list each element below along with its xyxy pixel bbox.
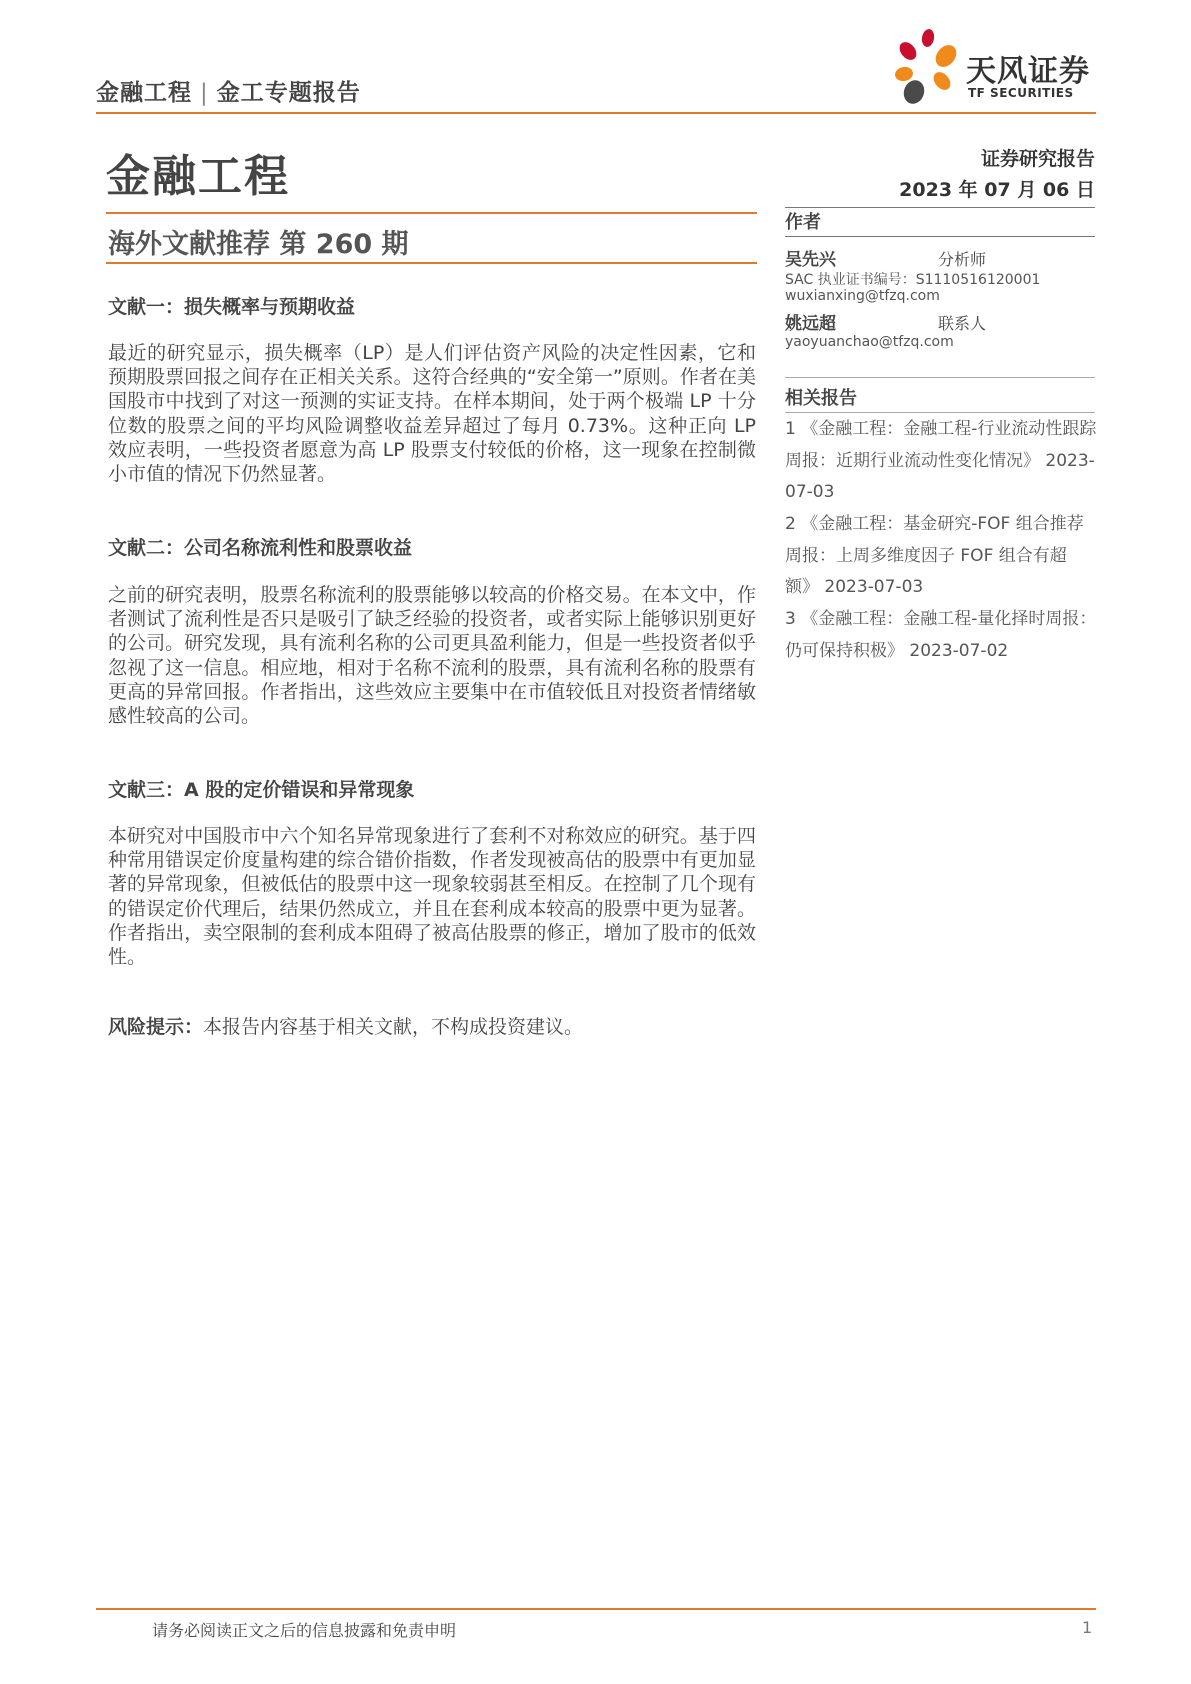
section-body-2: 之前的研究表明，股票名称流利的股票能够以较高的价格交易。在本文中，作者测试了流利性是否只是吸引了缺乏经验的投资者，或者实际上能够识别更好的公司。研究发现，具有流利名称的公司更具盈利能力，但是一些投资者似乎忽视了这一信息。相应地，相对于名称不流利的股票，具有流利名称的股票有更高的异常回报。作者指出，这些效应主要集中在市值较低且对投资者情绪敏感性较高的公司。: [108, 584, 756, 728]
risk-label: 风险提示：: [108, 1016, 204, 1038]
title-divider-bottom: [106, 262, 757, 264]
logo-chinese-name: 天风证券: [966, 54, 1090, 89]
related-report-3[interactable]: 3 《金融工程：金融工程-量化择时周报：仍可保持积极》 2023-07-02: [785, 609, 1097, 661]
authors-heading-rule: [785, 236, 1095, 237]
logo-english-name: TF SECURITIES: [968, 86, 1074, 100]
header-divider: [96, 112, 1096, 114]
related-report-1[interactable]: 1 《金融工程：金融工程-行业流动性跟踪周报：近期行业流动性变化情况》 2023-07-03: [785, 419, 1097, 502]
section-body-1: 最近的研究显示，损失概率（LP）是人们评估资产风险的决定性因素，它和预期股票回报之间存在正相关关系。这符合经典的“安全第一”原则。作者在美国股市中找到了对这一预测的实证支持。在样本期间，处于两个极端 LP 十分位数的股票之间的平均风险调整收益差异超过了每月 0.73%。这种正向 LP 效应表明，一些投资者愿意为高 LP 股票支付较低的价格，这一现象在控制微小市值的情况下仍然显著。: [108, 342, 756, 486]
author-email-1[interactable]: wuxianxing@tfzq.com: [785, 288, 940, 304]
flower-logo-icon: [884, 26, 966, 108]
author-role-1: 分析师: [938, 250, 987, 269]
related-top-rule: [785, 377, 1095, 378]
company-logo: [884, 26, 1104, 108]
title-divider-top: [106, 212, 757, 214]
author-name-2: 姚远超: [785, 314, 836, 334]
footer-divider: [96, 1608, 1096, 1610]
author-role-2: 联系人: [938, 314, 987, 333]
risk-notice: [108, 1012, 583, 1039]
related-heading-rule: [785, 412, 1095, 413]
header-series: 金工专题报告: [216, 80, 361, 106]
authors-heading: 作者: [785, 212, 821, 233]
related-report-2[interactable]: 2 《金融工程：基金研究-FOF 组合推荐周报：上周多维度因子 FOF 组合有超额》 2023-07-03: [785, 514, 1084, 597]
section-title-3: 文献三：A 股的定价错误和异常现象: [108, 779, 415, 801]
section-title-1: 文献一：损失概率与预期收益: [108, 296, 356, 318]
section-title-2: 文献二：公司名称流利性和股票收益: [108, 537, 413, 559]
page-title: 金融工程: [106, 151, 290, 202]
report-category-header: [96, 74, 361, 107]
page-number: 1: [1082, 1618, 1093, 1637]
author-name-1: 吴先兴: [785, 250, 836, 270]
header-category: 金融工程: [96, 80, 192, 106]
authors-top-rule: [785, 207, 1095, 208]
author-license-1: SAC 执业证书编号：S1110516120001: [785, 272, 1041, 288]
report-date: 2023 年 07 月 06 日: [899, 179, 1095, 201]
related-heading: 相关报告: [785, 388, 857, 409]
section-body-3: 本研究对中国股市中六个知名异常现象进行了套利不对称效应的研究。基于四种常用错误定价度量构建的综合错价指数，作者发现被高估的股票中有更加显著的异常现象，但被低估的股票中这一现象较弱甚至相反。在控制了几个现有的错误定价代理后，结果仍然成立，并且在套利成本较高的股票中更为显著。作者指出，卖空限制的套利成本阻碍了被高估股票的修正，增加了股市的低效性。: [108, 825, 756, 969]
risk-text: 本报告内容基于相关文献，不构成投资建议。: [203, 1016, 584, 1038]
author-email-2[interactable]: yaoyuanchao@tfzq.com: [785, 334, 954, 350]
footer-disclaimer: 请务必阅读正文之后的信息披露和免责申明: [152, 1621, 457, 1640]
header-separator: |: [200, 80, 209, 106]
report-type: 证券研究报告: [980, 148, 1095, 170]
report-subtitle: 海外文献推荐 第 260 期: [108, 229, 409, 260]
